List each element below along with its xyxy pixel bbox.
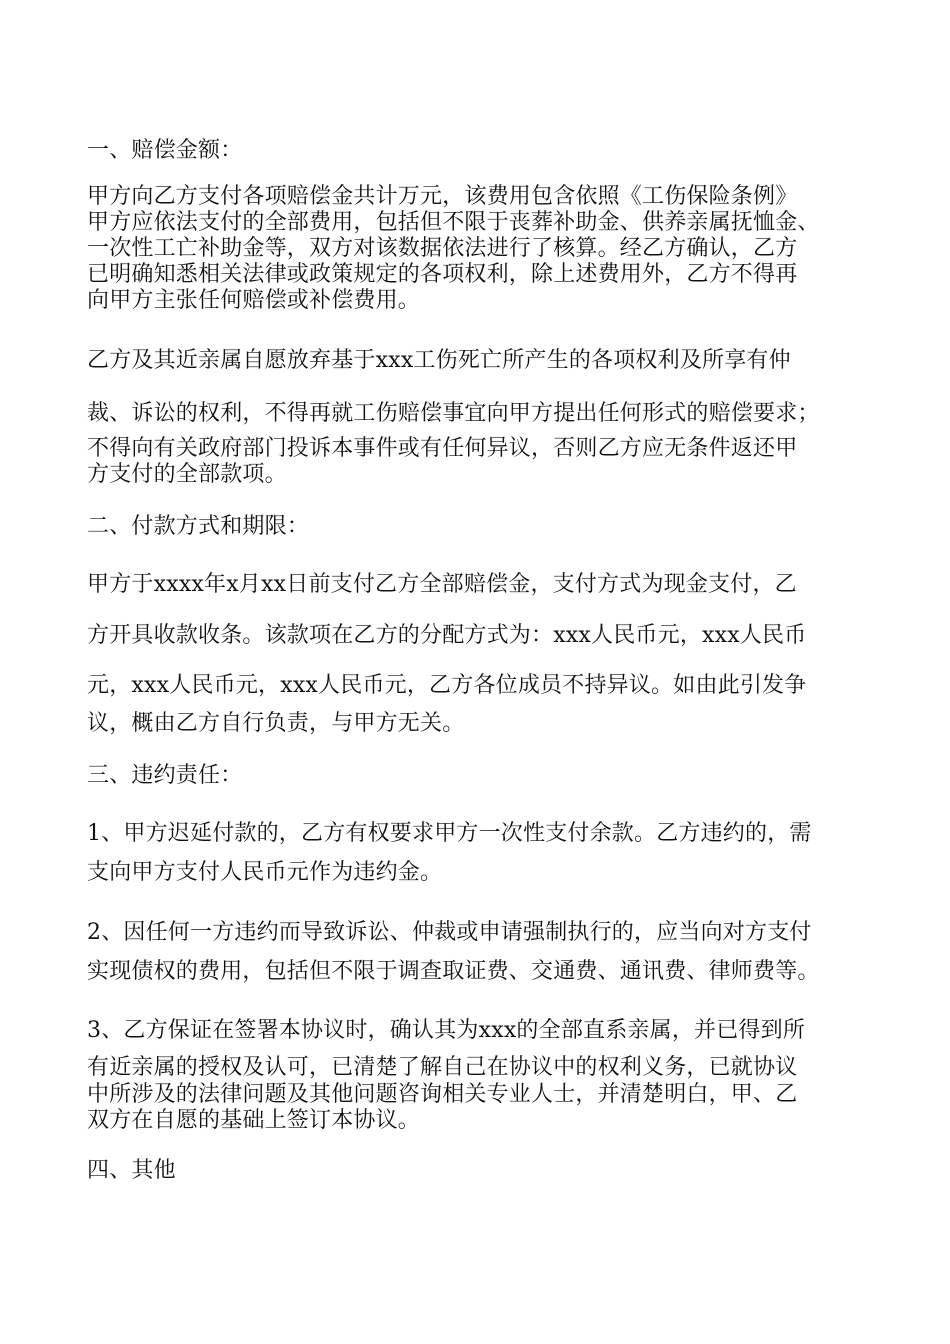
- paragraph-line: 一次性工亡补助金等，双方对该数据依法进行了核算。经乙方确认，乙方: [87, 236, 798, 261]
- paragraph-line: 3、乙方保证在签署本协议时，确认其为xxx的全部直系亲属，并已得到所: [87, 1018, 806, 1043]
- paragraph-line: 支向甲方支付人民币元作为违约金。: [87, 860, 443, 885]
- paragraph-line: 有近亲属的授权及认可，已清楚了解自己在协议中的权利义务，已就协议: [87, 1055, 798, 1080]
- paragraph-line: 不得向有关政府部门投诉本事件或有任何异议，否则乙方应无条件返还甲: [87, 436, 798, 461]
- paragraph-line: 1、甲方迟延付款的，乙方有权要求甲方一次性支付余款。乙方违约的，需: [87, 821, 812, 846]
- paragraph-line: 双方在自愿的基础上签订本协议。: [87, 1108, 421, 1133]
- section-heading-other: 四、其他: [87, 1158, 176, 1183]
- paragraph-line: 乙方及其近亲属自愿放弃基于xxx工伤死亡所产生的各项权利及所享有仲: [87, 348, 791, 373]
- section-heading-liability: 三、违约责任：: [87, 763, 243, 788]
- paragraph-line: 已明确知悉相关法律或政策规定的各项权利，除上述费用外，乙方不得再: [87, 262, 798, 287]
- section-heading-compensation: 一、赔偿金额：: [87, 138, 243, 163]
- paragraph-line: 方开具收款收条。该款项在乙方的分配方式为：xxx人民币元，xxx人民币: [87, 623, 807, 648]
- paragraph-line: 向甲方主张任何赔偿或补偿费用。: [87, 288, 421, 313]
- paragraph-line: 实现债权的费用，包括但不限于调查取证费、交通费、通讯费、律师费等。: [87, 959, 820, 984]
- paragraph-line: 裁、诉讼的权利，不得再就工伤赔偿事宜向甲方提出任何形式的赔偿要求；: [87, 401, 820, 426]
- paragraph-line: 2、因任何一方违约而导致诉讼、仲裁或申请强制执行的，应当向对方支付: [87, 920, 812, 945]
- paragraph-line: 议，概由乙方自行负责，与甲方无关。: [87, 711, 465, 736]
- section-heading-payment: 二、付款方式和期限：: [87, 514, 310, 539]
- paragraph-line: 甲方向乙方支付各项赔偿金共计万元，该费用包含依照《工伤保险条例》: [87, 184, 798, 209]
- paragraph-line: 方支付的全部款项。: [87, 462, 287, 487]
- paragraph-line: 中所涉及的法律问题及其他问题咨询相关专业人士，并清楚明白，甲、乙: [87, 1082, 798, 1107]
- paragraph-line: 甲方于xxxx年x月xx日前支付乙方全部赔偿金，支付方式为现金支付，乙: [87, 572, 797, 597]
- paragraph-line: 甲方应依法支付的全部费用，包括但不限于丧葬补助金、供养亲属抚恤金、: [87, 210, 820, 235]
- paragraph-line: 元，xxx人民币元，xxx人民币元，乙方各位成员不持异议。如由此引发争: [87, 673, 807, 698]
